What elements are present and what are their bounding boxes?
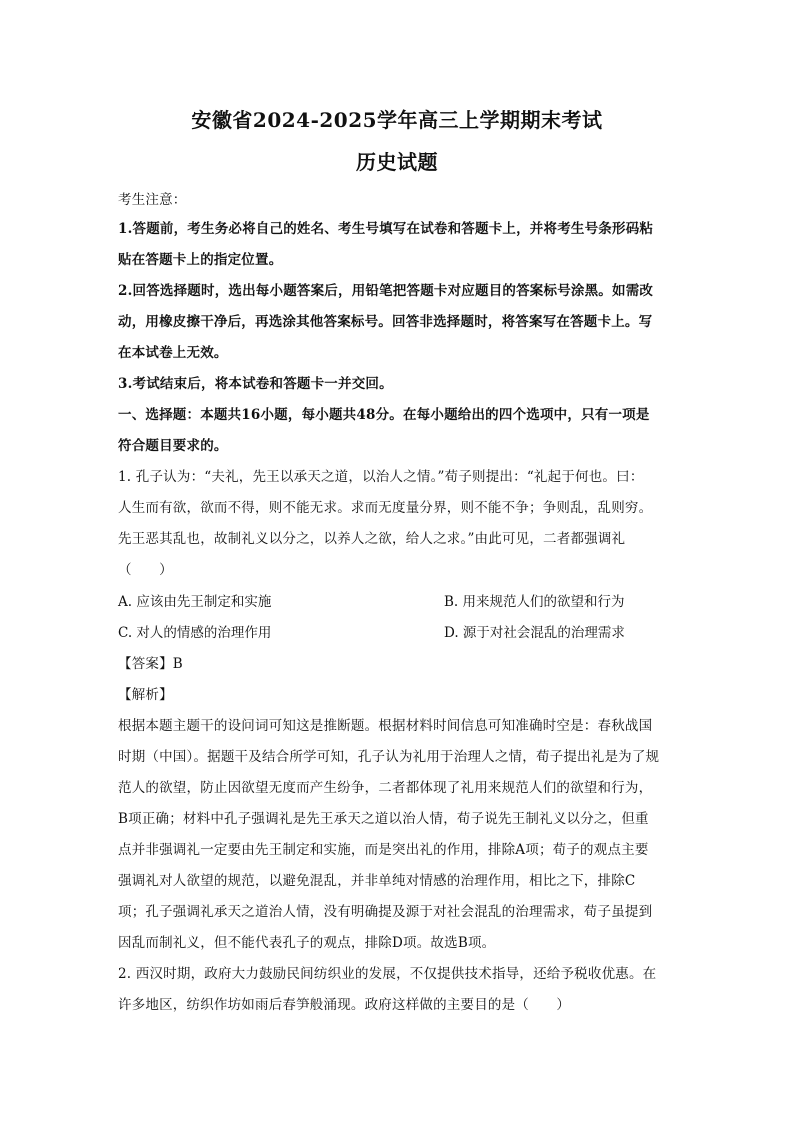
analysis-line: 因乱而制礼义，但不能代表孔子的观点，排除D项。故选B项。: [118, 935, 496, 951]
notice-line: 2.回答选择题时，选出每小题答案后，用铅笔把答题卡对应题目的答案标号涂黑。如需改: [118, 283, 654, 299]
option-a: A. 应该由先王制定和实施: [118, 594, 272, 610]
notice-line: 动，用橡皮擦干净后，再选涂其他答案标号。回答非选择题时，将答案写在答题卡上。写: [118, 314, 653, 330]
analysis-line: 项；孔子强调礼承天之道治人情，没有明确提及源于对社会混乱的治理需求，荀子虽提到: [118, 904, 653, 920]
notice-line: 3.考试结束后，将本试卷和答题卡一并交回。: [118, 376, 393, 392]
exam-title: 安徽省2024-2025学年高三上学期期末考试: [191, 108, 603, 132]
question-stem-line: 许多地区，纺织作坊如雨后春笋般涌现。政府这样做的主要目的是（ ）: [118, 997, 571, 1013]
notice-line: 1.答题前，考生务必将自己的姓名、考生号填写在试卷和答题卡上，并将考生号条形码粘: [118, 221, 654, 237]
question-stem-line: 2. 西汉时期，政府大力鼓励民间纺织业的发展，不仅提供技术指导，还给予税收优惠。在: [118, 966, 657, 982]
answer-blank: （ ）: [118, 562, 173, 578]
section-heading: 一、选择题：本题共16小题，每小题共48分。在每小题给出的四个选项中，只有一项是: [118, 407, 650, 423]
answer-label: 【答案】B: [118, 656, 183, 672]
notice-heading: 考生注意：: [118, 192, 187, 208]
question-stem-line: 1. 孔子认为：“夫礼，先王以承天之道，以治人之情。”荀子则提出：“礼起于何也。曰：: [118, 469, 644, 485]
notice-line: 贴在答题卡上的指定位置。: [118, 252, 283, 268]
option-d: D. 源于对社会混乱的治理需求: [444, 625, 625, 641]
analysis-line: 点并非强调礼一定要由先王制定和实施，而是突出礼的作用，排除A项；荀子的观点主要: [118, 842, 649, 858]
section-heading: 符合题目要求的。: [118, 438, 228, 454]
analysis-line: 范人的欲望，防止因欲望无度而产生纷争，二者都体现了礼用来规范人们的欲望和行为，: [118, 780, 653, 796]
option-b: B. 用来规范人们的欲望和行为: [444, 594, 625, 610]
notice-line: 在本试卷上无效。: [118, 345, 228, 361]
exam-subtitle: 历史试题: [356, 150, 438, 174]
analysis-line: B项正确；材料中孔子强调礼是先王承天之道以治人情，荀子说先王制礼义以分之，但重: [118, 811, 649, 827]
question-stem-line: 人生而有欲，欲而不得，则不能无求。求而无度量分界，则不能不争；争则乱，乱则穷。: [118, 500, 653, 516]
analysis-line: 强调礼对人欲望的规范，以避免混乱，并非单纯对情感的治理作用，相比之下，排除C: [118, 873, 636, 889]
analysis-line: 时期（中国）。据题干及结合所学可知，孔子认为礼用于治理人之情，荀子提出礼是为了规: [118, 749, 660, 765]
question-stem-line: 先王恶其乱也，故制礼义以分之，以养人之欲，给人之求。”由此可见，二者都强调礼: [118, 531, 626, 547]
analysis-heading: 【解析】: [118, 687, 173, 703]
analysis-line: 根据本题主题干的设问词可知这是推断题。根据材料时间信息可知准确时空是：春秋战国: [118, 718, 653, 734]
option-c: C. 对人的情感的治理作用: [118, 625, 272, 641]
